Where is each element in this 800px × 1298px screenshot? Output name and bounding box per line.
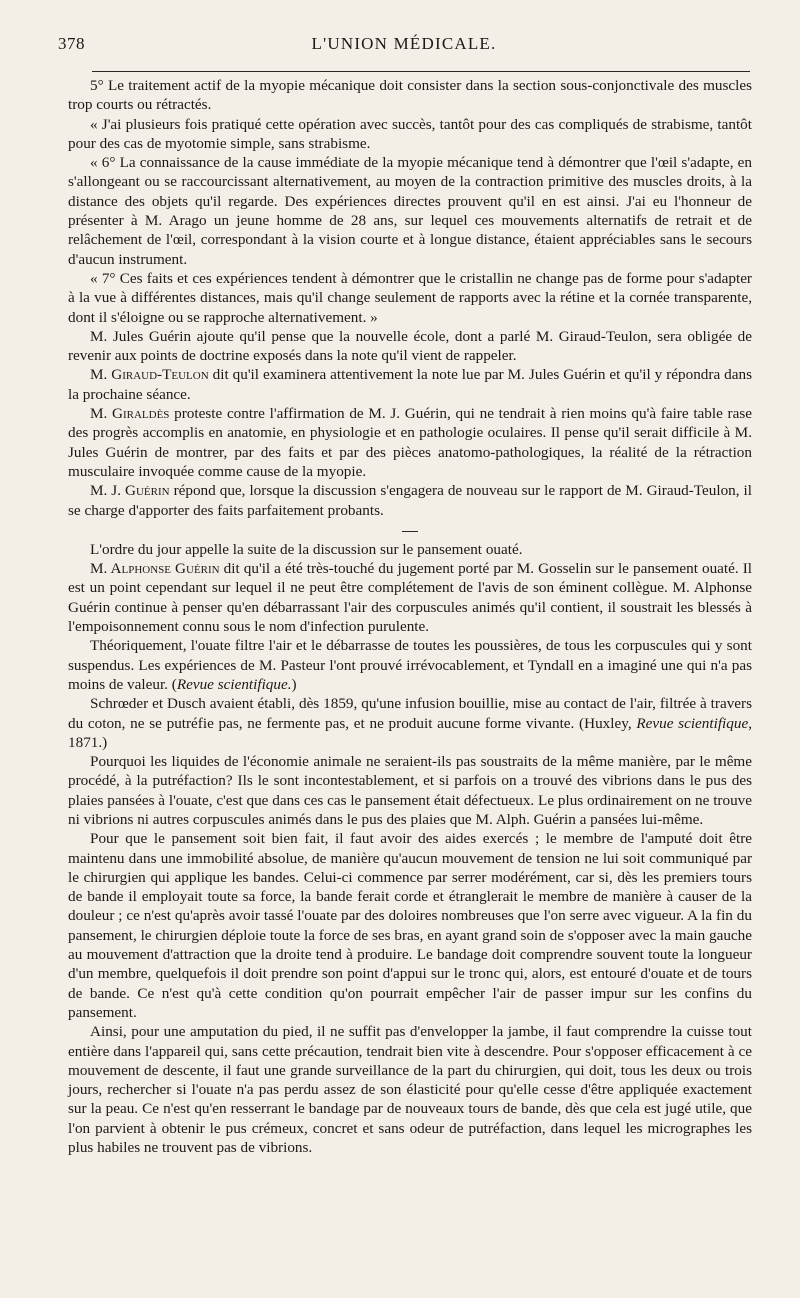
paragraph: [68, 1022, 752, 1157]
paragraph: [68, 269, 752, 327]
paragraph: [68, 153, 752, 269]
paragraph-text: « J'ai plusieurs fois pratiqué cette opération avec succès, tantôt pour des cas compliqués de strabisme, tantôt pour des cas de myotomie simple, sans strabisme.: [68, 115, 752, 152]
paragraph-text: Pourquoi les liquides de l'économie animale ne seraient-ils pas soustraits de la même manière, par le même procédé, à la putréfaction? Ils le sont incontestablement, et si parfois on a trouvé des vibrions dans le pus des plaies pansées à l'ouate, c'est que dans ces cas le pansement était défectueux. Le plus ordinairement on ne trouve ni vibrions ni autres corpuscules animés dans le pus des plaies que M. Alph. Guérin a pansées lui-même.: [68, 753, 752, 828]
paragraph-text: M. Jules Guérin ajoute qu'il pense que la nouvelle école, dont a parlé M. Giraud-Teulon, sera obligée de revenir aux points de doctrine exposés dans la note qu'il vient de rappeler.: [68, 327, 752, 365]
paragraph: [68, 481, 752, 520]
paragraph: [68, 540, 752, 559]
article-body: [68, 76, 752, 1157]
paragraph-text: L'ordre du jour appelle la suite de la discussion sur le pansement ouaté.: [90, 540, 523, 558]
paragraph: [68, 115, 752, 154]
paragraph-text: Théoriquement, l'ouate filtre l'air et le débarrasse de toutes les poussières, de tous les corpuscules qui y sont suspendus. Les expériences de M. Pasteur l'ont prouvé irrévocablement, et Tyndall en a imaginé une qui n'a pas moins de valeur. (: [68, 637, 752, 693]
page-header: [58, 30, 750, 62]
paragraph-text: Schrœder et Dusch avaient établi, dès 1859, qu'une infusion bouillie, mise au contact de l'air, filtrée à travers du coton, ne se putréfie pas, ne fermente pas, et ne produit aucune forme vivante. (Huxley,: [68, 695, 752, 732]
citation-title: Revue scientifique.: [176, 675, 292, 693]
paragraph: [68, 559, 752, 636]
paragraph: [68, 694, 752, 752]
page-number: 378: [58, 34, 85, 53]
speaker-name: M. Giraldès: [90, 405, 170, 423]
paragraph: [68, 404, 752, 481]
citation-tail: ): [291, 675, 297, 693]
paragraph: [68, 365, 752, 404]
paragraph-text: répond que, lorsque la discussion s'engagera de nouveau sur le rapport de M. Giraud-Teulon, il se charge d'apporter des faits parfaitement probants.: [68, 482, 752, 519]
speaker-name: M. Giraud-Teulon: [90, 366, 209, 384]
paragraph-text: proteste contre l'affirmation de M. J. Guérin, qui ne tendrait à rien moins qu'à faire table rase des progrès accomplis en anatomie, en physiologie et en pathologie oculaires. Il pense qu'il serait difficile à M. Jules Guérin de montrer, par des faits et par des pièces anatomo-pathologiques, la réalité de la rétraction musculaire invoquée comme cause de la myopie.: [68, 405, 753, 480]
paragraph-text: « 7° Ces faits et ces expériences tendent à démontrer que le cristallin ne change pas de forme pour s'adapter à la vue à différentes distances, mais qu'il change seulement de rapports avec la rétine et la cornée transparente, dont il s'éloigne ou se rapproche alternativement. »: [68, 269, 752, 326]
running-title: L'UNION MÉDICALE.: [311, 34, 497, 53]
speaker-name: M. Alphonse Guérin: [90, 560, 220, 578]
paragraph-text: dit qu'il a été très-touché du jugement porté par M. Gosselin sur le pansement ouaté. Il est un point cependant sur lequel il ne peut être complétement de l'avis de son éminent collègue. M. Alphonse Guérin continue à penser qu'en débarrassant l'air des corpuscules animés qu'il contient, il soustrait les blessés à l'empoisonnement connu sous le nom d'infection purulente.: [68, 560, 752, 636]
paragraph-text: 5° Le traitement actif de la myopie mécanique doit consister dans la section sous-conjonctivale des muscles trop courts ou rétractés.: [68, 77, 752, 114]
citation-tail: , 1871.): [68, 714, 752, 751]
paragraph-text: Pour que le pansement soit bien fait, il faut avoir des aides exercés ; le membre de l'amputé doit être maintenu dans une immobilité absolue, de manière qu'aucun mouvement de tension ne lui soit communiqué par le chirurgien qui applique les bandes. Celui-ci commence par serrer modérément, car si, dès les premiers tours de bande il employait toute sa force, la bande ferait corde et étranglerait le membre de manière à causer de la douleur ; ce n'est qu'après avoir tassé l'ouate par des doloires nombreuses que l'on serre avec vigueur. A la fin du pansement, le chirurgien déploie toute la force de ses bras, en ayant grand soin de s'opposer avec la main gauche au mouvement d'attraction que la droite tend à produire. Le bandage doit comprendre souvent toute la longueur d'un membre, quelquefois il doit prendre son point d'appui sur le tronc qui, alors, est entouré d'ouate et de tours de bande. Ce n'est qu'à cette condition qu'on pourrait empêcher l'air de passer impur sur les confins du pansement.: [68, 830, 752, 1021]
section-separator: [402, 531, 418, 532]
paragraph: [68, 636, 752, 694]
paragraph-text: « 6° La connaissance de la cause immédiate de la myopie mécanique tend à démontrer que l'œil s'adapte, en s'allongeant ou se raccourcissant alternativement, au moyen de la contraction primitive des muscles droits, à la distance des objets qu'il regarde. Des expériences directes prouvent qu'il en est ainsi. J'ai eu l'honneur de présenter à M. Arago un jeune homme de 28 ans, sur lequel ces mouvements alternatifs de retrait et de relâchement de l'œil, correspondant à la vision courte et à longue distance, étaient appréciables sans le secours d'aucun instrument.: [68, 154, 752, 268]
paragraph: [68, 752, 752, 829]
header-rule: [92, 71, 750, 72]
paragraph-text: Ainsi, pour une amputation du pied, il ne suffit pas d'envelopper la jambe, il faut comprendre la cuisse tout entière dans l'appareil qui, sans cette précaution, tendrait bien vite à descendre. Pour s'opposer efficacement à ce mouvement de descente, il faut une grande surveillance de la part du chirurgien, qui doit, tous les deux ou trois jours, rechercher si l'ouate n'a pas perdu assez de son élasticité pour qu'elle cesse d'être appliquée exactement sur la peau. Ce n'est qu'en resserrant le bandage par de nouveaux tours de bande, dès que cela est jugé utile, que l'on parvient à obtenir le pus crémeux, concret et sans odeur de putréfaction, dans lequel les micrographes les plus habiles ne trouvent pas de vibrions.: [68, 1023, 752, 1157]
speaker-name: M. J. Guérin: [90, 482, 170, 500]
paragraph: [68, 76, 752, 115]
citation-title: Revue scientifique: [636, 714, 749, 732]
paragraph-text: dit qu'il examinera attentivement la note lue par M. Jules Guérin et qu'il y répondra dans la prochaine séance.: [68, 366, 752, 403]
paragraph: [68, 829, 752, 1022]
paragraph: [68, 327, 752, 366]
